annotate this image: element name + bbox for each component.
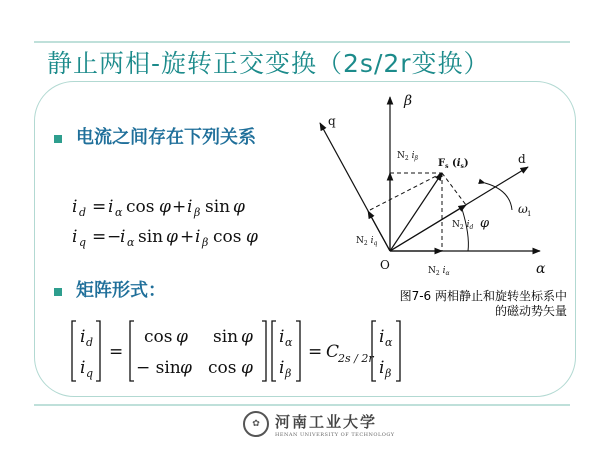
svg-text:φ: φ (166, 227, 178, 247)
university-logo (243, 408, 395, 440)
seal-icon: ✿ (243, 411, 269, 437)
svg-text:=: = (92, 197, 107, 217)
svg-text:cos: cos (208, 358, 237, 378)
current-equations (70, 190, 300, 260)
svg-text:Fs (is): $F_s$ $(i_s)$ (438, 158, 469, 170)
phi-label: φ (480, 216, 490, 231)
svg-text:2s / 2r: 2s / 2r (338, 352, 374, 365)
svg-text:i: i (187, 197, 193, 217)
d-label: d (518, 152, 526, 166)
alpha-label: α (536, 261, 546, 277)
bullet-icon (54, 135, 62, 143)
svg-text:α: α (115, 206, 123, 219)
bullet-text-matrix: 矩阵形式： (76, 280, 166, 301)
svg-text:β: β (285, 367, 292, 380)
svg-text:d: d (86, 336, 94, 349)
svg-text:i: i (108, 197, 114, 217)
svg-text:i: i (195, 227, 201, 247)
svg-text:− sin: − sin (136, 358, 181, 378)
mmf-vector-diagram (300, 85, 570, 285)
rotation-arrow (485, 183, 512, 210)
svg-text:i: i (72, 227, 78, 247)
svg-text:φ: φ (241, 327, 253, 347)
caption-line-2: 的磁动势矢量 (494, 304, 567, 318)
svg-text:i: i (279, 358, 285, 378)
svg-text:φ: φ (246, 227, 258, 247)
bullet-icon (54, 288, 62, 296)
svg-text:C: C (326, 342, 340, 362)
svg-text:i: i (80, 358, 86, 378)
svg-text:φ: φ (233, 197, 245, 217)
svg-text:α: α (285, 336, 293, 349)
title-divider (34, 41, 570, 43)
logo-en: HENAN UNIVERSITY OF TECHNOLOGY (275, 431, 395, 438)
svg-text:=: = (92, 227, 107, 247)
figure-caption (337, 289, 567, 319)
svg-text:q: q (79, 236, 87, 249)
svg-text:i: i (120, 227, 126, 247)
svg-text:N2 id: $N_2$ $i_d$ (452, 220, 474, 231)
omega-label: ω (518, 202, 528, 216)
svg-text:+: + (180, 227, 195, 247)
svg-text:α: α (127, 236, 135, 249)
svg-text:=: = (308, 342, 323, 362)
svg-text:cos: cos (126, 197, 155, 217)
svg-text:φ: φ (159, 197, 171, 217)
footer-divider (34, 404, 570, 406)
svg-text:i: i (72, 197, 78, 217)
svg-text:N2 iq: $N_2$ $i_q$ (356, 236, 378, 247)
matrix-equation (68, 315, 408, 390)
omega-subscript: 1 (527, 210, 532, 218)
svg-text:N2 iβ: $N_2$ $i_\beta$ (397, 151, 418, 162)
svg-text:cos: cos (213, 227, 242, 247)
svg-text:cos: cos (144, 327, 173, 347)
caption-line-1: 图7-6 两相静止和旋转坐标系中 (399, 289, 567, 303)
svg-text:sin: sin (205, 197, 231, 217)
svg-text:β: β (385, 367, 392, 380)
origin-label: O (380, 258, 390, 272)
svg-text:sin: sin (213, 327, 239, 347)
svg-text:i: i (379, 358, 385, 378)
svg-text:q: q (86, 367, 94, 380)
slide-title: 静止两相-旋转正交变换（2s/2r变换） (47, 49, 490, 78)
svg-text:β: β (202, 236, 209, 249)
beta-label: β (404, 93, 413, 109)
bullet-text-relation: 电流之间存在下列关系 (76, 127, 256, 148)
svg-text:N2 iα: $N_2$ $i_\alpha$ (428, 266, 450, 277)
svg-text:−: − (107, 227, 122, 247)
svg-text:φ: φ (180, 358, 192, 378)
fs-vector (390, 173, 442, 251)
svg-text:α: α (385, 336, 393, 349)
svg-text:β: β (194, 206, 201, 219)
svg-text:+: + (172, 197, 187, 217)
svg-text:=: = (109, 342, 124, 362)
svg-text:d: d (79, 206, 87, 219)
svg-text:i: i (279, 327, 285, 347)
svg-text:φ: φ (241, 358, 253, 378)
logo-cn: 河南工业大学 (275, 412, 378, 431)
svg-text:i: i (379, 327, 385, 347)
q-label: q (328, 114, 336, 128)
svg-text:φ: φ (176, 327, 188, 347)
svg-text:i: i (80, 327, 86, 347)
svg-text:sin: sin (138, 227, 164, 247)
